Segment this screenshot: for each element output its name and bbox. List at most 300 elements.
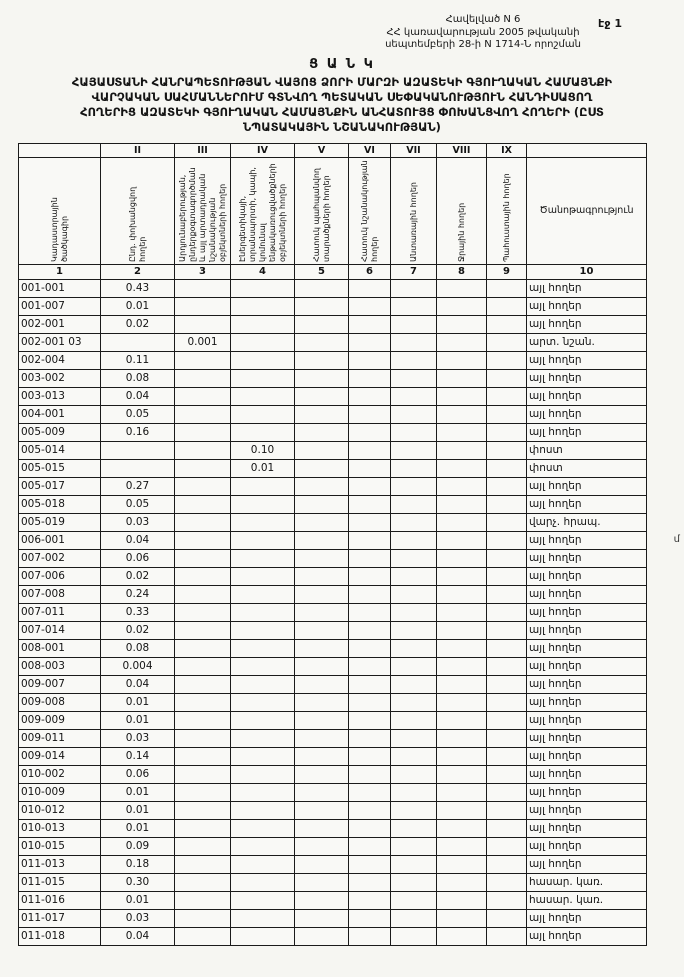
infrastructure-value-cell (231, 405, 295, 423)
table-row (19, 873, 647, 891)
total-value-cell: 0.01 (101, 693, 175, 711)
column-number-cell: 5 (295, 264, 349, 279)
industrial-value-cell (175, 585, 231, 603)
total-value-cell: 0.04 (101, 675, 175, 693)
cadastral-code-cell: 005-009 (19, 423, 101, 441)
industrial-value-cell (175, 873, 231, 891)
protected-value-cell (295, 441, 349, 459)
note-cell: այլ հողեր (527, 423, 647, 441)
protected-value-cell (295, 315, 349, 333)
column-number-cell: 3 (175, 264, 231, 279)
annex-line: սեպտեմբերի 28-ի N 1714-Ն որոշման (385, 39, 581, 50)
infrastructure-value-cell: 0.10 (231, 441, 295, 459)
water-value-cell (437, 441, 487, 459)
total-value-cell: 0.27 (101, 477, 175, 495)
infrastructure-value-cell (231, 711, 295, 729)
reserve-value-cell (487, 891, 527, 909)
water-value-cell (437, 675, 487, 693)
note-cell: այլ հողեր (527, 927, 647, 945)
forest-value-cell (391, 819, 437, 837)
special-value-cell (349, 279, 391, 297)
table-row (19, 297, 647, 315)
forest-value-cell (391, 585, 437, 603)
protected-value-cell (295, 333, 349, 351)
total-value-cell: 0.05 (101, 405, 175, 423)
table-row (19, 513, 647, 531)
protected-value-cell (295, 297, 349, 315)
forest-value-cell (391, 369, 437, 387)
note-cell: այլ հողեր (527, 693, 647, 711)
table-row (19, 675, 647, 693)
infrastructure-value-cell (231, 837, 295, 855)
table-row (19, 315, 647, 333)
reserve-value-cell (487, 837, 527, 855)
special-value-cell (349, 675, 391, 693)
special-value-cell (349, 621, 391, 639)
forest-value-cell (391, 783, 437, 801)
cadastral-code-cell: 003-002 (19, 369, 101, 387)
note-cell: փոստ (527, 441, 647, 459)
water-value-cell (437, 639, 487, 657)
industrial-value-cell (175, 693, 231, 711)
forest-value-cell (391, 873, 437, 891)
industrial-value-cell (175, 657, 231, 675)
cadastral-code-cell: 009-014 (19, 747, 101, 765)
cadastral-code-cell: 011-016 (19, 891, 101, 909)
table-row (19, 279, 647, 297)
forest-value-cell (391, 927, 437, 945)
table-row (19, 369, 647, 387)
reserve-value-cell (487, 747, 527, 765)
note-cell: այլ հողեր (527, 855, 647, 873)
total-value-cell: 0.30 (101, 873, 175, 891)
column-number-cell: 8 (437, 264, 487, 279)
special-value-cell (349, 369, 391, 387)
reserve-value-cell (487, 819, 527, 837)
note-cell: այլ հողեր (527, 657, 647, 675)
forest-value-cell (391, 639, 437, 657)
protected-value-cell (295, 765, 349, 783)
document-title-line: ՀԱՅԱՍՏԱՆԻ ՀԱՆՐԱՊԵՏՈՒԹՅԱՆ ՎԱՅՈՑ ՁՈՐԻ ՄԱՐԶԻ ԱԶԱՏԵԿԻ ԳՅՈՒՂԱԿԱՆ ՀԱՄԱՅՆՔԻ (71, 74, 613, 89)
industrial-value-cell (175, 783, 231, 801)
reserve-value-cell (487, 459, 527, 477)
special-value-cell (349, 801, 391, 819)
table-row (19, 495, 647, 513)
water-value-cell (437, 711, 487, 729)
table-row (19, 855, 647, 873)
cadastral-code-cell: 005-017 (19, 477, 101, 495)
industrial-value-cell (175, 279, 231, 297)
table-row (19, 531, 647, 549)
industrial-value-cell (175, 531, 231, 549)
water-value-cell (437, 585, 487, 603)
special-value-cell (349, 747, 391, 765)
water-value-cell (437, 495, 487, 513)
special-value-cell (349, 711, 391, 729)
cadastral-code-cell: 009-007 (19, 675, 101, 693)
forest-value-cell (391, 711, 437, 729)
cadastral-code-cell: 008-003 (19, 657, 101, 675)
note-cell: այլ հողեր (527, 369, 647, 387)
cadastral-code-cell: 008-001 (19, 639, 101, 657)
table-row (19, 927, 647, 945)
protected-value-cell (295, 891, 349, 909)
reserve-value-cell (487, 693, 527, 711)
cadastral-code-cell: 009-011 (19, 729, 101, 747)
industrial-value-cell (175, 819, 231, 837)
industrial-value-cell (175, 351, 231, 369)
forest-value-cell (391, 351, 437, 369)
forest-value-cell (391, 675, 437, 693)
forest-value-cell (391, 531, 437, 549)
cadastral-code-cell: 002-001 03 (19, 333, 101, 351)
total-value-cell: 0.04 (101, 531, 175, 549)
note-cell: այլ հողեր (527, 549, 647, 567)
special-value-cell (349, 603, 391, 621)
industrial-value-cell (175, 513, 231, 531)
forest-value-cell (391, 513, 437, 531)
water-value-cell (437, 315, 487, 333)
reserve-value-cell (487, 801, 527, 819)
column-header-protected-lands (295, 157, 349, 264)
table-header (19, 143, 647, 279)
handwritten-margin-mark: մ (673, 534, 680, 545)
infrastructure-value-cell (231, 369, 295, 387)
column-header-label: Հատուկ նշանակության հողեր (359, 159, 379, 262)
protected-value-cell (295, 729, 349, 747)
total-value-cell: 0.03 (101, 513, 175, 531)
special-value-cell (349, 351, 391, 369)
special-value-cell (349, 459, 391, 477)
water-value-cell (437, 369, 487, 387)
cadastral-code-cell: 003-013 (19, 387, 101, 405)
infrastructure-value-cell (231, 477, 295, 495)
water-value-cell (437, 405, 487, 423)
roman-numeral-cell (527, 143, 647, 157)
infrastructure-value-cell: 0.01 (231, 459, 295, 477)
protected-value-cell (295, 513, 349, 531)
industrial-value-cell (175, 441, 231, 459)
cadastral-code-cell: 006-001 (19, 531, 101, 549)
note-cell: հասար. կառ. (527, 891, 647, 909)
industrial-value-cell (175, 729, 231, 747)
protected-value-cell (295, 639, 349, 657)
infrastructure-value-cell (231, 909, 295, 927)
table-row (19, 837, 647, 855)
total-value-cell: 0.11 (101, 351, 175, 369)
column-header-forest-lands (391, 157, 437, 264)
infrastructure-value-cell (231, 567, 295, 585)
industrial-value-cell (175, 477, 231, 495)
industrial-value-cell (175, 387, 231, 405)
protected-value-cell (295, 909, 349, 927)
infrastructure-value-cell (231, 585, 295, 603)
industrial-value-cell (175, 405, 231, 423)
protected-value-cell (295, 423, 349, 441)
reserve-value-cell (487, 333, 527, 351)
protected-value-cell (295, 801, 349, 819)
forest-value-cell (391, 459, 437, 477)
note-cell: այլ հողեր (527, 585, 647, 603)
infrastructure-value-cell (231, 297, 295, 315)
table-row (19, 603, 647, 621)
special-value-cell (349, 693, 391, 711)
water-value-cell (437, 891, 487, 909)
reserve-value-cell (487, 369, 527, 387)
water-value-cell (437, 621, 487, 639)
protected-value-cell (295, 873, 349, 891)
protected-value-cell (295, 459, 349, 477)
reserve-value-cell (487, 675, 527, 693)
reserve-value-cell (487, 423, 527, 441)
special-value-cell (349, 855, 391, 873)
total-value-cell: 0.04 (101, 927, 175, 945)
note-cell: այլ հողեր (527, 837, 647, 855)
protected-value-cell (295, 567, 349, 585)
cadastral-code-cell: 007-014 (19, 621, 101, 639)
water-value-cell (437, 351, 487, 369)
protected-value-cell (295, 279, 349, 297)
column-header-industrial-lands (175, 157, 231, 264)
total-value-cell: 0.16 (101, 423, 175, 441)
roman-numeral-cell: IX (487, 143, 527, 157)
forest-value-cell (391, 279, 437, 297)
industrial-value-cell (175, 567, 231, 585)
note-cell: այլ հողեր (527, 747, 647, 765)
cadastral-code-cell: 005-019 (19, 513, 101, 531)
column-header-infrastructure-lands (231, 157, 295, 264)
protected-value-cell (295, 747, 349, 765)
protected-value-cell (295, 387, 349, 405)
note-cell: այլ հողեր (527, 351, 647, 369)
cadastral-code-cell: 011-018 (19, 927, 101, 945)
protected-value-cell (295, 675, 349, 693)
cadastral-code-cell: 005-018 (19, 495, 101, 513)
roman-numeral-cell: IV (231, 143, 295, 157)
cadastral-code-cell: 011-015 (19, 873, 101, 891)
note-cell: հասար. կառ. (527, 873, 647, 891)
total-value-cell: 0.24 (101, 585, 175, 603)
table-row (19, 639, 647, 657)
protected-value-cell (295, 477, 349, 495)
special-value-cell (349, 423, 391, 441)
protected-value-cell (295, 495, 349, 513)
forest-value-cell (391, 567, 437, 585)
column-header-water-lands (437, 157, 487, 264)
table-row (19, 729, 647, 747)
cadastral-code-cell: 009-009 (19, 711, 101, 729)
table-row (19, 711, 647, 729)
cadastral-code-cell: 011-017 (19, 909, 101, 927)
table-row (19, 405, 647, 423)
column-number-cell: 4 (231, 264, 295, 279)
infrastructure-value-cell (231, 549, 295, 567)
note-cell: այլ հողեր (527, 819, 647, 837)
special-value-cell (349, 567, 391, 585)
water-value-cell (437, 297, 487, 315)
table-row (19, 423, 647, 441)
infrastructure-value-cell (231, 351, 295, 369)
total-value-cell: 0.08 (101, 639, 175, 657)
note-cell: փոստ (527, 459, 647, 477)
protected-value-cell (295, 405, 349, 423)
protected-value-cell (295, 531, 349, 549)
special-value-cell (349, 333, 391, 351)
table-row (19, 783, 647, 801)
note-cell: այլ հողեր (527, 477, 647, 495)
infrastructure-value-cell (231, 387, 295, 405)
roman-numeral-cell: VII (391, 143, 437, 157)
water-value-cell (437, 855, 487, 873)
column-number-cell: 7 (391, 264, 437, 279)
note-cell: արտ. նշան. (527, 333, 647, 351)
note-cell: վարչ. հրապ. (527, 513, 647, 531)
water-value-cell (437, 477, 487, 495)
reserve-value-cell (487, 387, 527, 405)
roman-numeral-cell: VI (349, 143, 391, 157)
reserve-value-cell (487, 873, 527, 891)
reserve-value-cell (487, 711, 527, 729)
protected-value-cell (295, 549, 349, 567)
reserve-value-cell (487, 549, 527, 567)
cadastral-code-cell: 009-008 (19, 693, 101, 711)
total-value-cell: 0.14 (101, 747, 175, 765)
reserve-value-cell (487, 909, 527, 927)
column-number-row (19, 264, 647, 279)
annex-line: Հավելված N 6 (445, 14, 521, 25)
roman-numeral-cell (19, 143, 101, 157)
table-row (19, 765, 647, 783)
cadastral-code-cell: 010-015 (19, 837, 101, 855)
cadastral-code-cell: 007-002 (19, 549, 101, 567)
forest-value-cell (391, 837, 437, 855)
water-value-cell (437, 423, 487, 441)
document-title-line: ՀՈՂԵՐԻՑ ԱԶԱՏԵԿԻ ԳՅՈՒՂԱԿԱՆ ՀԱՄԱՅՆՔԻՆ ԱՆՀԱՏՈՒՅՑ ՓՈԽԱՆՑՎՈՂ ՀՈՂԵՐԻ (ԸՍՏ (80, 104, 604, 119)
list-heading: Ց Ա Ն Կ (309, 56, 375, 72)
cadastral-code-cell: 007-008 (19, 585, 101, 603)
reserve-value-cell (487, 297, 527, 315)
scanned-document-page (0, 14, 684, 977)
water-value-cell (437, 603, 487, 621)
column-header-reserve-lands (487, 157, 527, 264)
water-value-cell (437, 531, 487, 549)
forest-value-cell (391, 441, 437, 459)
special-value-cell (349, 909, 391, 927)
note-cell: այլ հողեր (527, 405, 647, 423)
infrastructure-value-cell (231, 513, 295, 531)
reserve-value-cell (487, 495, 527, 513)
note-cell: այլ հողեր (527, 909, 647, 927)
total-value-cell: 0.01 (101, 819, 175, 837)
forest-value-cell (391, 495, 437, 513)
cadastral-code-cell: 010-013 (19, 819, 101, 837)
table-row (19, 621, 647, 639)
note-cell: այլ հողեր (527, 783, 647, 801)
forest-value-cell (391, 387, 437, 405)
document-title (10, 75, 674, 135)
note-cell: այլ հողեր (527, 639, 647, 657)
column-number-cell: 2 (101, 264, 175, 279)
reserve-value-cell (487, 855, 527, 873)
forest-value-cell (391, 405, 437, 423)
protected-value-cell (295, 657, 349, 675)
special-value-cell (349, 495, 391, 513)
water-value-cell (437, 459, 487, 477)
total-value-cell: 0.01 (101, 783, 175, 801)
industrial-value-cell (175, 459, 231, 477)
forest-value-cell (391, 765, 437, 783)
total-value-cell: 0.06 (101, 765, 175, 783)
total-value-cell: 0.02 (101, 315, 175, 333)
reserve-value-cell (487, 621, 527, 639)
infrastructure-value-cell (231, 819, 295, 837)
document-title-line: ՆՊԱՏԱԿԱՅԻՆ ՆՇԱՆԱԿՈՒԹՅԱՆ) (243, 119, 441, 134)
cadastral-code-cell: 007-006 (19, 567, 101, 585)
industrial-value-cell (175, 801, 231, 819)
cadastral-code-cell: 002-004 (19, 351, 101, 369)
column-header-label: Կադաստրային ծածկագիր (49, 196, 69, 262)
water-value-cell (437, 783, 487, 801)
forest-value-cell (391, 657, 437, 675)
total-value-cell: 0.01 (101, 711, 175, 729)
note-cell: այլ հողեր (527, 531, 647, 549)
industrial-value-cell (175, 927, 231, 945)
roman-numeral-cell: III (175, 143, 231, 157)
total-value-cell: 0.04 (101, 387, 175, 405)
special-value-cell (349, 531, 391, 549)
forest-value-cell (391, 801, 437, 819)
protected-value-cell (295, 351, 349, 369)
protected-value-cell (295, 927, 349, 945)
forest-value-cell (391, 333, 437, 351)
note-cell: այլ հողեր (527, 603, 647, 621)
forest-value-cell (391, 297, 437, 315)
protected-value-cell (295, 585, 349, 603)
infrastructure-value-cell (231, 675, 295, 693)
roman-numeral-cell: II (101, 143, 175, 157)
water-value-cell (437, 765, 487, 783)
page-number: էջ 1 (598, 17, 622, 30)
reserve-value-cell (487, 927, 527, 945)
water-value-cell (437, 567, 487, 585)
note-cell: այլ հողեր (527, 567, 647, 585)
industrial-value-cell (175, 495, 231, 513)
protected-value-cell (295, 603, 349, 621)
cadastral-code-cell: 004-001 (19, 405, 101, 423)
column-number-cell: 1 (19, 264, 101, 279)
infrastructure-value-cell (231, 423, 295, 441)
special-value-cell (349, 315, 391, 333)
special-value-cell (349, 549, 391, 567)
industrial-value-cell (175, 549, 231, 567)
total-value-cell: 0.01 (101, 801, 175, 819)
special-value-cell (349, 441, 391, 459)
column-header-cadastral-code (19, 157, 101, 264)
table-body (19, 279, 647, 945)
table-row (19, 441, 647, 459)
industrial-value-cell (175, 891, 231, 909)
note-cell: այլ հողեր (527, 315, 647, 333)
land-transfer-table (18, 143, 647, 946)
infrastructure-value-cell (231, 783, 295, 801)
column-header-label: Անտառային հողեր (408, 181, 418, 262)
column-number-cell: 9 (487, 264, 527, 279)
reserve-value-cell (487, 585, 527, 603)
reserve-value-cell (487, 315, 527, 333)
annex-line: ՀՀ կառավարության 2005 թվականի (386, 26, 580, 38)
protected-value-cell (295, 819, 349, 837)
industrial-value-cell (175, 603, 231, 621)
